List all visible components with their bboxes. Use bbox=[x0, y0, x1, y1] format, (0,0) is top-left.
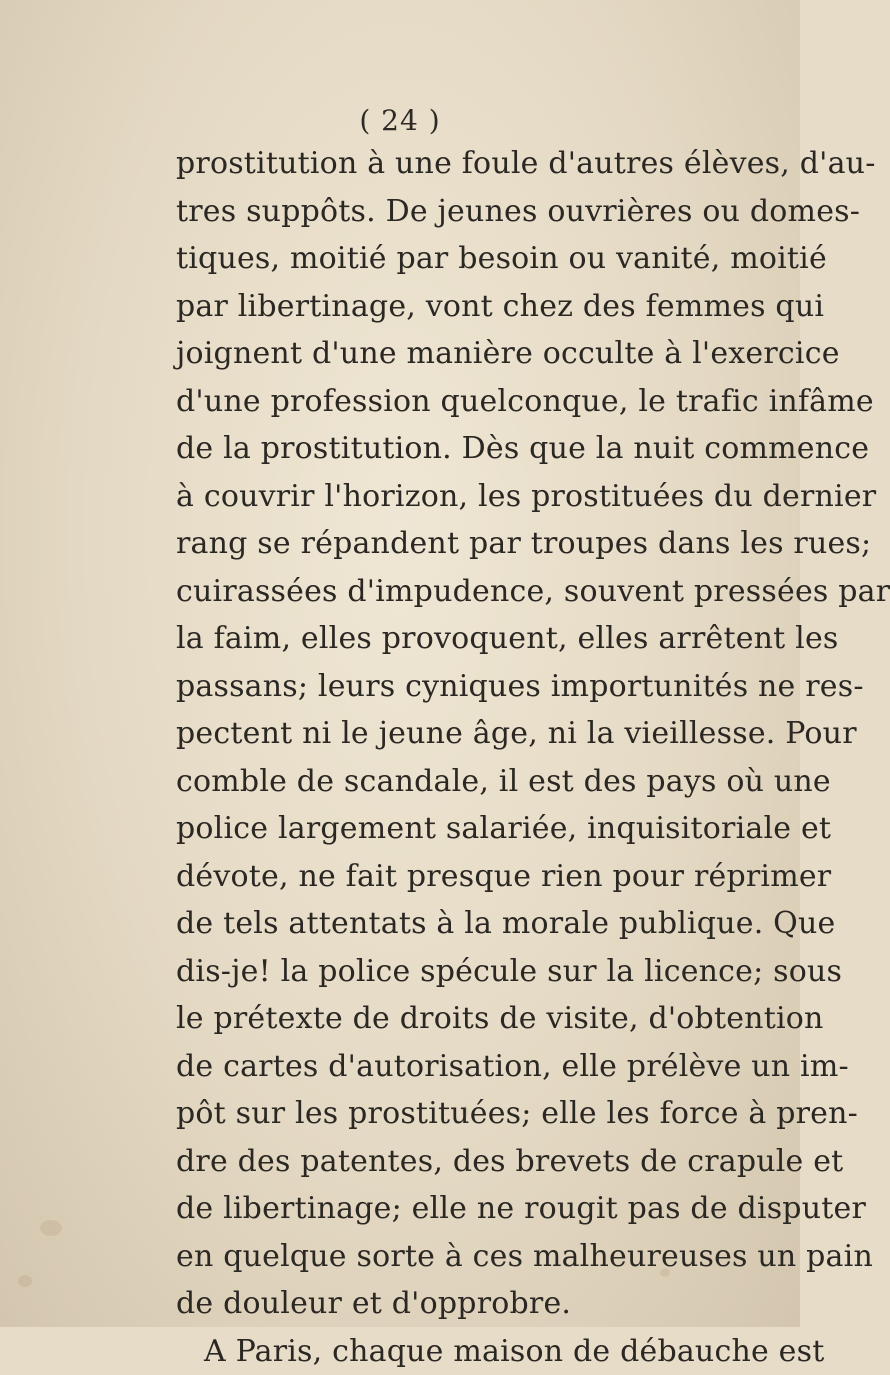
text-line: rang se répandent par troupes dans les rues; bbox=[176, 520, 736, 568]
text-line: la faim, elles provoquent, elles arrêtent les bbox=[176, 615, 736, 663]
text-line: tiques, moitié par besoin ou vanité, moitié bbox=[176, 235, 736, 283]
body-text bbox=[176, 140, 736, 1375]
text-line: dre des patentes, des brevets de crapule et bbox=[176, 1138, 736, 1186]
text-line: prostitution à une foule d'autres élèves, d'au- bbox=[176, 140, 736, 188]
text-line: passans; leurs cyniques importunités ne res- bbox=[176, 663, 736, 711]
text-line: de douleur et d'opprobre. bbox=[176, 1280, 736, 1328]
text-line: cuirassées d'impudence, souvent pressées par bbox=[176, 568, 736, 616]
text-line: par libertinage, vont chez des femmes qui bbox=[176, 283, 736, 331]
text-line: de cartes d'autorisation, elle prélève un im- bbox=[176, 1043, 736, 1091]
text-line: dis-je! la police spécule sur la licence; sous bbox=[176, 948, 736, 996]
page-number: ( 24 ) bbox=[0, 104, 800, 137]
text-line: de la prostitution. Dès que la nuit commence bbox=[176, 425, 736, 473]
text-line: pectent ni le jeune âge, ni la vieillesse. Pour bbox=[176, 710, 736, 758]
text-line: en quelque sorte à ces malheureuses un pain bbox=[176, 1233, 736, 1281]
text-line: pôt sur les prostituées; elle les force à pren- bbox=[176, 1090, 736, 1138]
text-line: police largement salariée, inquisitoriale et bbox=[176, 805, 736, 853]
foxing-spot bbox=[18, 1275, 32, 1287]
text-line: à couvrir l'horizon, les prostituées du dernier bbox=[176, 473, 736, 521]
text-line: comble de scandale, il est des pays où une bbox=[176, 758, 736, 806]
text-line: de libertinage; elle ne rougit pas de disputer bbox=[176, 1185, 736, 1233]
text-line: tres suppôts. De jeunes ouvrières ou domes- bbox=[176, 188, 736, 236]
foxing-spot bbox=[40, 1220, 62, 1236]
text-line: le prétexte de droits de visite, d'obtention bbox=[176, 995, 736, 1043]
text-line: de tels attentats à la morale publique. Que bbox=[176, 900, 736, 948]
text-line: dévote, ne fait presque rien pour réprimer bbox=[176, 853, 736, 901]
text-line: joignent d'une manière occulte à l'exercice bbox=[176, 330, 736, 378]
text-line: d'une profession quelconque, le trafic infâme bbox=[176, 378, 736, 426]
text-line: A Paris, chaque maison de débauche est bbox=[176, 1328, 736, 1375]
